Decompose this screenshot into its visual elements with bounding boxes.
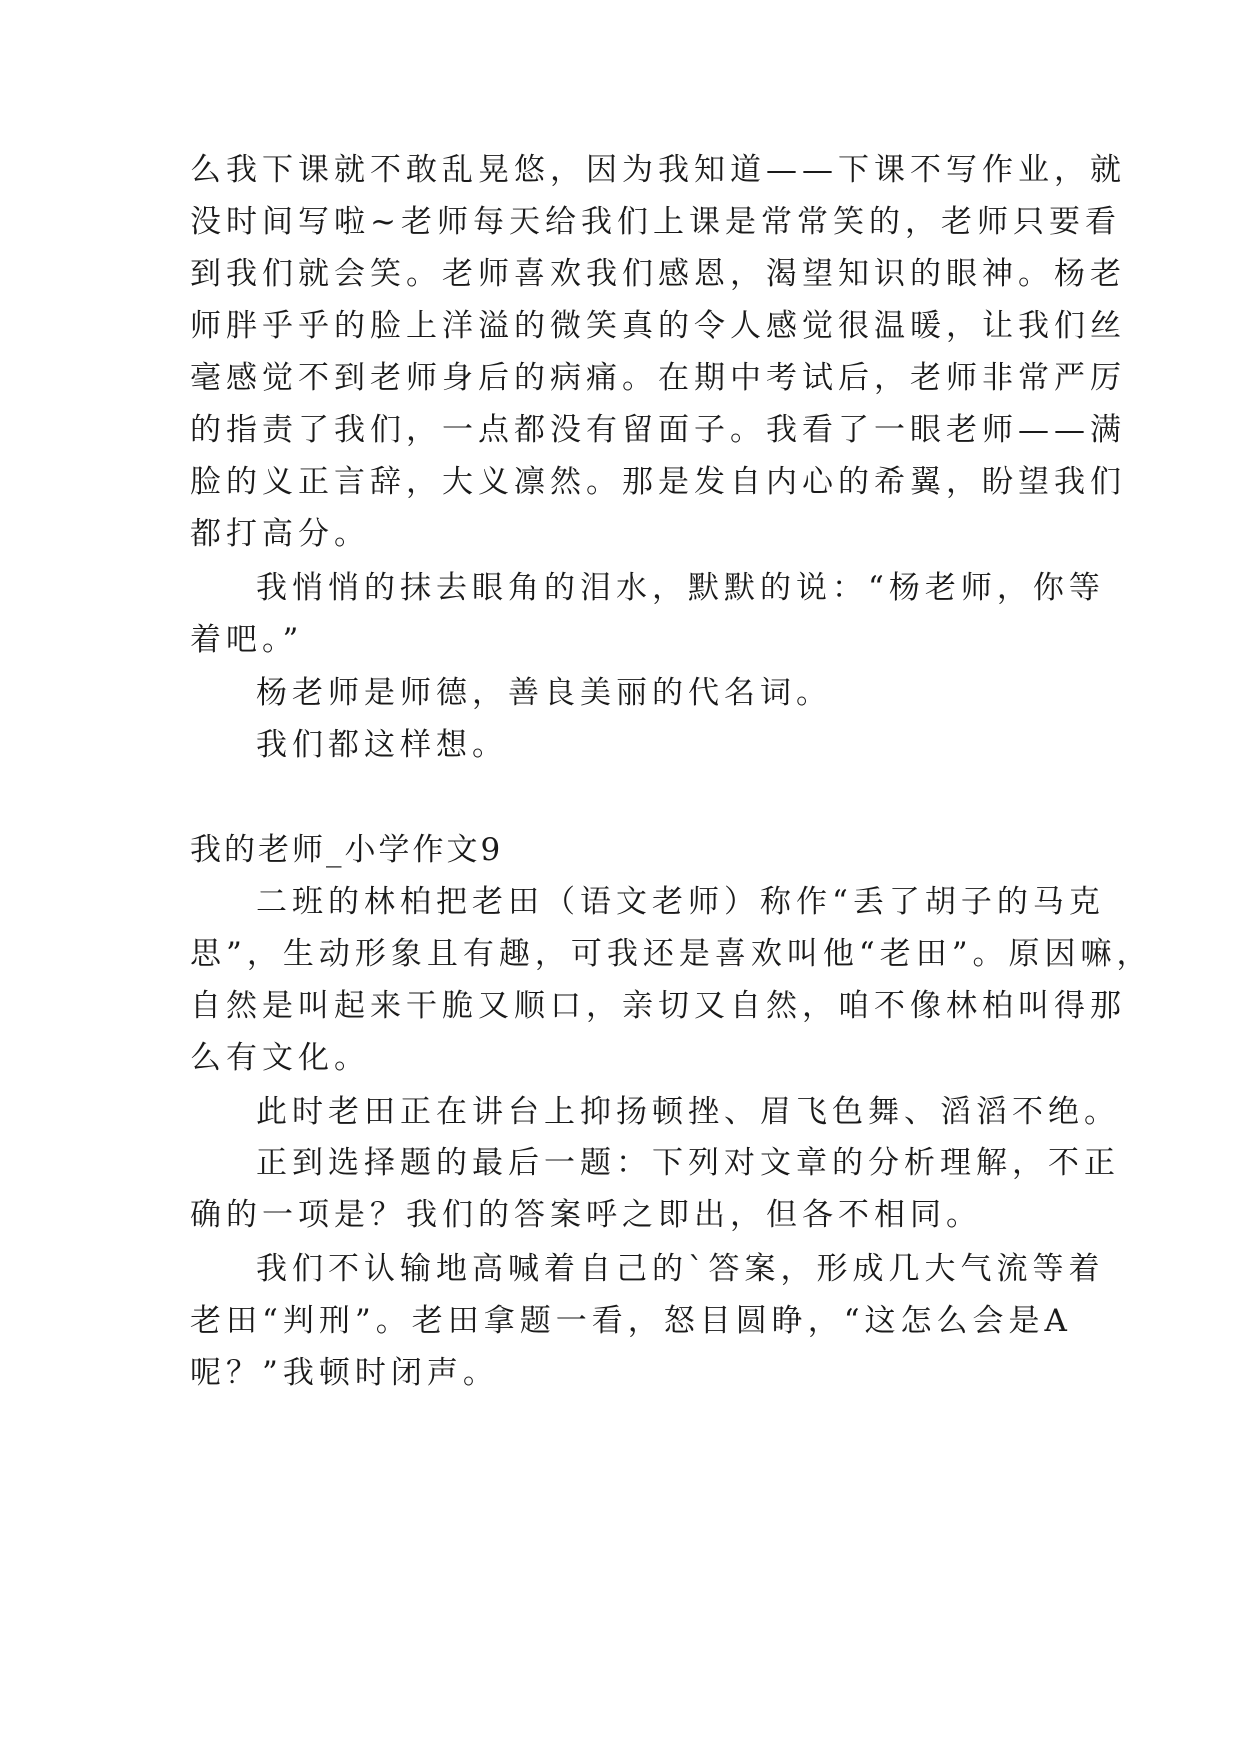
- paragraph-line: 我悄悄的抹去眼角的泪水，默默的说：“杨老师，你等: [256, 570, 1105, 606]
- paragraph-line: 毫感觉不到老师身后的病痛。在期中考试后，老师非常严厉: [190, 360, 1126, 396]
- paragraph-line: 确的一项是？我们的答案呼之即出，但各不相同。: [190, 1197, 982, 1233]
- paragraph-line: 思”，生动形象且有趣，可我还是喜欢叫他“老田”。原因嘛，: [190, 936, 1153, 972]
- paragraph-line: 老田“判刑”。老田拿题一看，怒目圆睁，“这怎么会是A: [190, 1303, 1072, 1339]
- paragraph-line: 我们不认输地高喊着自己的`答案，形成几大气流等着: [256, 1251, 1105, 1287]
- paragraph-line: 么我下课就不敢乱晃悠，因为我知道——下课不写作业，就: [190, 152, 1126, 188]
- paragraph-line: 么有文化。: [190, 1040, 370, 1076]
- paragraph-line: 我们都这样想。: [256, 727, 508, 763]
- essay-title: 我的老师_小学作文9: [190, 832, 504, 868]
- paragraph-line: 脸的义正言辞，大义凛然。那是发自内心的希翼，盼望我们: [190, 464, 1126, 500]
- paragraph-line: 此时老田正在讲台上抑扬顿挫、眉飞色舞、滔滔不绝。: [256, 1094, 1120, 1130]
- paragraph-line: 杨老师是师德，善良美丽的代名词。: [256, 675, 832, 711]
- paragraph-line: 都打高分。: [190, 516, 370, 552]
- paragraph-line: 正到选择题的最后一题：下列对文章的分析理解，不正: [256, 1145, 1120, 1181]
- paragraph-line: 没时间写啦~老师每天给我们上课是常常笑的，老师只要看: [190, 204, 1121, 240]
- paragraph-line: 着吧。”: [190, 622, 304, 658]
- paragraph-line: 师胖乎乎的脸上洋溢的微笑真的令人感觉很温暖，让我们丝: [190, 308, 1126, 344]
- paragraph-line: 自然是叫起来干脆又顺口，亲切又自然，咱不像林柏叫得那: [190, 988, 1126, 1024]
- paragraph-line: 呢？”我顿时闭声。: [190, 1355, 499, 1391]
- paragraph-line: 的指责了我们，一点都没有留面子。我看了一眼老师——满: [190, 412, 1126, 448]
- paragraph-line: 到我们就会笑。老师喜欢我们感恩，渴望知识的眼神。杨老: [190, 256, 1126, 292]
- paragraph-line: 二班的林柏把老田（语文老师）称作“丢了胡子的马克: [256, 884, 1105, 920]
